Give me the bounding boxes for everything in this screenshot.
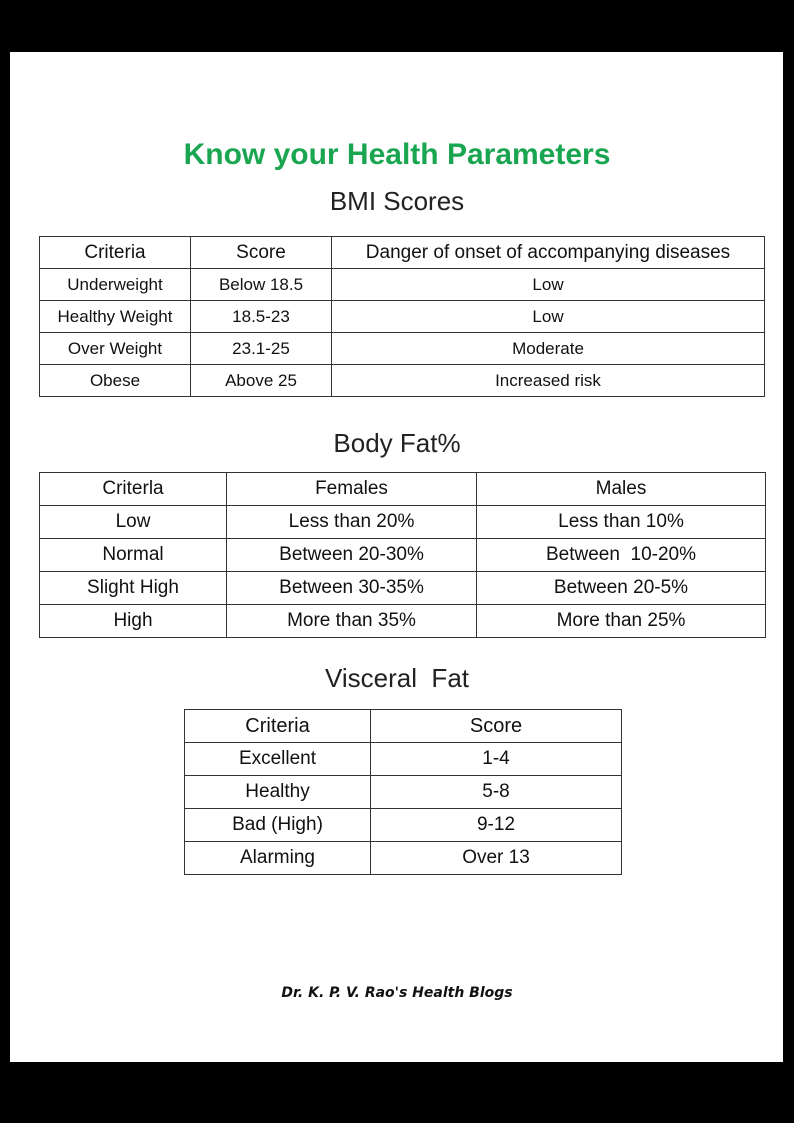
body-fat-heading: Body Fat% [333, 428, 461, 458]
table-row [40, 365, 765, 397]
visceral-fat-heading: Visceral Fat [324, 663, 469, 693]
table-cell: Less than 20% [227, 506, 477, 539]
table-cell: Less than 10% [477, 506, 766, 539]
table-row [40, 333, 765, 365]
table-cell: Low [332, 269, 765, 301]
table-cell: Over 13 [371, 842, 622, 875]
table-cell: More than 35% [227, 605, 477, 638]
table-row [40, 605, 766, 638]
table-cell: Healthy Weight [40, 301, 191, 333]
table-cell: High [40, 605, 227, 638]
table-cell: Over Weight [40, 333, 191, 365]
table-cell: Excellent [185, 743, 371, 776]
table-cell: Below 18.5 [191, 269, 332, 301]
table-cell: Between 30-35% [227, 572, 477, 605]
table-cell: Between 20-5% [477, 572, 766, 605]
footer-credit: Dr. K. P. V. Rao's Health Blogs [281, 985, 513, 1001]
header-cell: Females [227, 473, 477, 506]
table-row [185, 842, 622, 875]
visceral-fat-table [184, 709, 622, 875]
header-cell: Males [477, 473, 766, 506]
table-cell: Slight High [40, 572, 227, 605]
table-header-row [185, 710, 622, 743]
table-row [40, 269, 765, 301]
table-row [40, 539, 766, 572]
header-cell: Score [191, 237, 332, 269]
bmi-table [39, 236, 765, 397]
table-cell: 9-12 [371, 809, 622, 842]
table-cell: Between 10-20% [477, 539, 766, 572]
table-cell: Increased risk [332, 365, 765, 397]
header-cell: Criteria [40, 237, 191, 269]
table-cell: Healthy [185, 776, 371, 809]
body-fat-table [39, 472, 766, 638]
table-cell: Obese [40, 365, 191, 397]
table-cell: 1-4 [371, 743, 622, 776]
table-row [40, 506, 766, 539]
table-cell: Above 25 [191, 365, 332, 397]
bmi-heading: BMI Scores [329, 186, 465, 216]
header-cell: Criterla [40, 473, 227, 506]
table-header-row [40, 473, 766, 506]
table-cell: Underweight [40, 269, 191, 301]
table-row [185, 776, 622, 809]
table-row [40, 301, 765, 333]
table-cell: 23.1-25 [191, 333, 332, 365]
table-row [40, 572, 766, 605]
table-cell: More than 25% [477, 605, 766, 638]
table-cell: Low [40, 506, 227, 539]
table-cell: 5-8 [371, 776, 622, 809]
table-header-row [40, 237, 765, 269]
table-cell: 18.5-23 [191, 301, 332, 333]
table-cell: Low [332, 301, 765, 333]
header-cell: Criteria [185, 710, 371, 743]
table-row [185, 809, 622, 842]
table-cell: Normal [40, 539, 227, 572]
table-row [185, 743, 622, 776]
table-cell: Bad (High) [185, 809, 371, 842]
page-title: Know your Health Parameters [183, 138, 611, 171]
header-cell: Danger of onset of accompanying diseases [332, 237, 765, 269]
header-cell: Score [371, 710, 622, 743]
table-cell: Moderate [332, 333, 765, 365]
table-cell: Alarming [185, 842, 371, 875]
table-cell: Between 20-30% [227, 539, 477, 572]
